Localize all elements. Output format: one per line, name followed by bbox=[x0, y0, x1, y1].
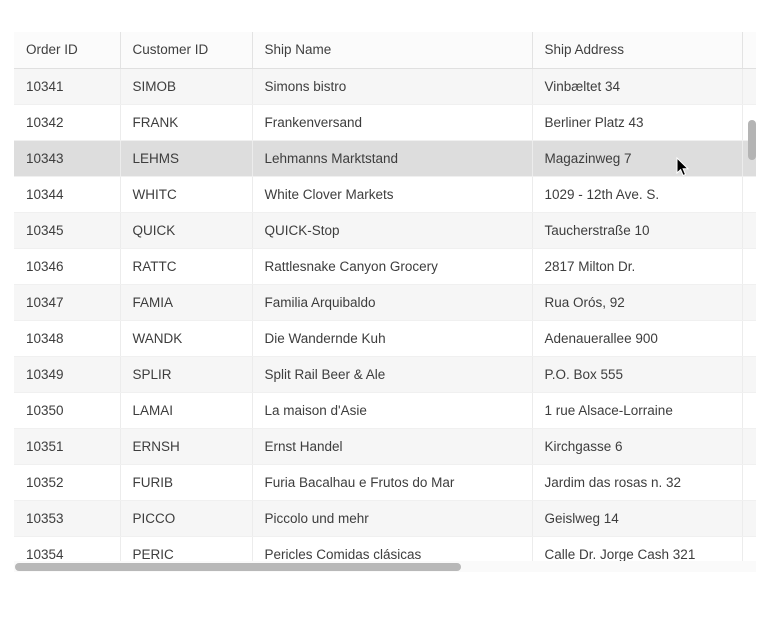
table-row[interactable] bbox=[14, 140, 756, 176]
cell-ship-name[interactable]: Ernst Handel bbox=[252, 428, 532, 464]
cell-customer-id[interactable]: WHITC bbox=[120, 176, 252, 212]
table-header bbox=[14, 32, 756, 68]
cell-ship-address[interactable]: Kirchgasse 6 bbox=[532, 428, 742, 464]
column-header-filler bbox=[742, 32, 756, 68]
cell-ship-name[interactable]: Lehmanns Marktstand bbox=[252, 140, 532, 176]
column-header-ship-name[interactable]: Ship Name bbox=[252, 32, 532, 68]
cell-customer-id[interactable]: SIMOB bbox=[120, 68, 252, 104]
table-row[interactable] bbox=[14, 464, 756, 500]
table-row[interactable] bbox=[14, 392, 756, 428]
table-row[interactable] bbox=[14, 212, 756, 248]
cell-ship-address[interactable]: Calle Dr. Jorge Cash 321 bbox=[532, 536, 742, 565]
vertical-scrollbar-thumb[interactable] bbox=[748, 120, 756, 160]
cell-order-id[interactable]: 10343 bbox=[14, 140, 120, 176]
cell-ship-name[interactable]: White Clover Markets bbox=[252, 176, 532, 212]
orders-table bbox=[14, 32, 756, 565]
table-row[interactable] bbox=[14, 500, 756, 536]
cell-ship-name[interactable]: Familia Arquibaldo bbox=[252, 284, 532, 320]
cell-customer-id[interactable]: SPLIR bbox=[120, 356, 252, 392]
cell-customer-id[interactable]: PICCO bbox=[120, 500, 252, 536]
cell-ship-address[interactable]: Vinbæltet 34 bbox=[532, 68, 742, 104]
cell-ship-address[interactable]: 2817 Milton Dr. bbox=[532, 248, 742, 284]
cell-order-id[interactable]: 10352 bbox=[14, 464, 120, 500]
cell-order-id[interactable]: 10344 bbox=[14, 176, 120, 212]
horizontal-scrollbar-thumb[interactable] bbox=[15, 563, 461, 571]
column-header-order-id[interactable]: Order ID bbox=[14, 32, 120, 68]
cell-customer-id[interactable]: LEHMS bbox=[120, 140, 252, 176]
cell-order-id[interactable]: 10345 bbox=[14, 212, 120, 248]
cell-customer-id[interactable]: PERIC bbox=[120, 536, 252, 565]
table-row[interactable] bbox=[14, 356, 756, 392]
cell-ship-name[interactable]: Furia Bacalhau e Frutos do Mar bbox=[252, 464, 532, 500]
vertical-scrollbar[interactable] bbox=[746, 68, 758, 565]
column-header-customer-id[interactable]: Customer ID bbox=[120, 32, 252, 68]
cell-customer-id[interactable]: ERNSH bbox=[120, 428, 252, 464]
grid-viewport[interactable] bbox=[14, 32, 756, 565]
cell-ship-address[interactable]: Jardim das rosas n. 32 bbox=[532, 464, 742, 500]
table-row[interactable] bbox=[14, 248, 756, 284]
data-grid[interactable] bbox=[14, 32, 756, 565]
cell-ship-name[interactable]: Die Wandernde Kuh bbox=[252, 320, 532, 356]
cell-ship-address[interactable]: Adenauerallee 900 bbox=[532, 320, 742, 356]
cell-ship-name[interactable]: Pericles Comidas clásicas bbox=[252, 536, 532, 565]
cell-order-id[interactable]: 10348 bbox=[14, 320, 120, 356]
table-row[interactable] bbox=[14, 176, 756, 212]
cell-order-id[interactable]: 10350 bbox=[14, 392, 120, 428]
cell-customer-id[interactable]: RATTC bbox=[120, 248, 252, 284]
cell-customer-id[interactable]: WANDK bbox=[120, 320, 252, 356]
cell-ship-name[interactable]: Piccolo und mehr bbox=[252, 500, 532, 536]
cell-ship-address[interactable]: Taucherstraße 10 bbox=[532, 212, 742, 248]
cell-customer-id[interactable]: LAMAI bbox=[120, 392, 252, 428]
cell-ship-address[interactable]: 1 rue Alsace-Lorraine bbox=[532, 392, 742, 428]
cell-ship-address[interactable]: Geislweg 14 bbox=[532, 500, 742, 536]
cell-ship-name[interactable]: Rattlesnake Canyon Grocery bbox=[252, 248, 532, 284]
cell-ship-address[interactable]: Rua Orós, 92 bbox=[532, 284, 742, 320]
cell-ship-name[interactable]: Simons bistro bbox=[252, 68, 532, 104]
cell-order-id[interactable]: 10347 bbox=[14, 284, 120, 320]
column-header-ship-address[interactable]: Ship Address bbox=[532, 32, 742, 68]
table-row[interactable] bbox=[14, 428, 756, 464]
cell-order-id[interactable]: 10353 bbox=[14, 500, 120, 536]
table-row[interactable] bbox=[14, 68, 756, 104]
table-row[interactable] bbox=[14, 320, 756, 356]
cell-ship-address[interactable]: Berliner Platz 43 bbox=[532, 104, 742, 140]
cell-ship-name[interactable]: Frankenversand bbox=[252, 104, 532, 140]
cell-customer-id[interactable]: FRANK bbox=[120, 104, 252, 140]
cell-order-id[interactable]: 10351 bbox=[14, 428, 120, 464]
cell-customer-id[interactable]: QUICK bbox=[120, 212, 252, 248]
table-row[interactable] bbox=[14, 284, 756, 320]
cell-ship-name[interactable]: La maison d'Asie bbox=[252, 392, 532, 428]
cell-customer-id[interactable]: FAMIA bbox=[120, 284, 252, 320]
cell-ship-address[interactable]: P.O. Box 555 bbox=[532, 356, 742, 392]
horizontal-scrollbar[interactable] bbox=[14, 561, 756, 572]
cell-order-id[interactable]: 10342 bbox=[14, 104, 120, 140]
cell-ship-name[interactable]: Split Rail Beer & Ale bbox=[252, 356, 532, 392]
table-row[interactable] bbox=[14, 104, 756, 140]
cell-order-id[interactable]: 10341 bbox=[14, 68, 120, 104]
cell-ship-name[interactable]: QUICK-Stop bbox=[252, 212, 532, 248]
header-row bbox=[14, 32, 756, 68]
cell-ship-address[interactable]: Magazinweg 7 bbox=[532, 140, 742, 176]
cell-customer-id[interactable]: FURIB bbox=[120, 464, 252, 500]
cell-order-id[interactable]: 10346 bbox=[14, 248, 120, 284]
cell-ship-address[interactable]: 1029 - 12th Ave. S. bbox=[532, 176, 742, 212]
cell-order-id[interactable]: 10354 bbox=[14, 536, 120, 565]
table-body bbox=[14, 68, 756, 565]
cell-order-id[interactable]: 10349 bbox=[14, 356, 120, 392]
